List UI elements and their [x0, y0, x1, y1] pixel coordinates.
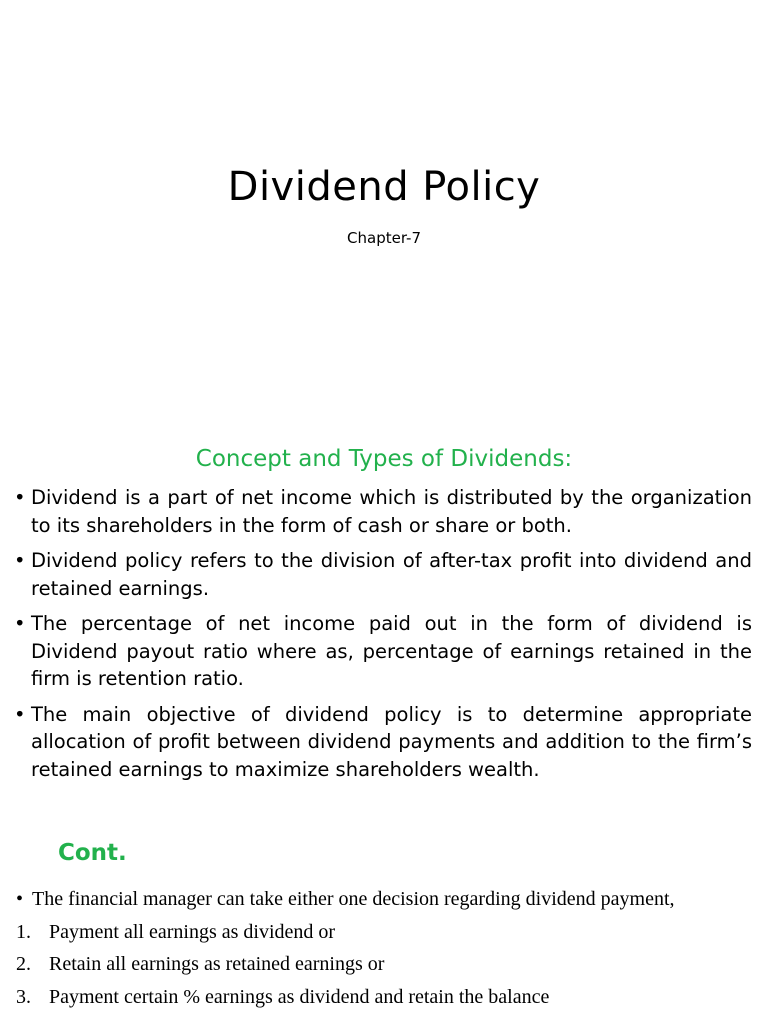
bullet-text: The percentage of net income paid out in the form of dividend is Dividend payout ratio where as, percentage of earnings retained in the firm is retention ratio.: [31, 612, 752, 690]
list-item: [16, 883, 675, 916]
bullet-text: The main objective of dividend policy is to determine appropriate allocation of profit between dividend payments and addition to the firm’s retained earnings to maximize shareholders wealth.: [31, 702, 752, 781]
list-item: [16, 981, 675, 1014]
item-text: Payment certain % earnings as dividend and retain the balance: [49, 985, 550, 1008]
list-item: [14, 484, 752, 539]
item-text: Payment all earnings as dividend or: [49, 920, 336, 943]
decision-list: [16, 883, 675, 1013]
bullet-marker: •: [16, 888, 24, 910]
list-item: [14, 547, 752, 602]
bullet-list: [14, 484, 752, 791]
continued-heading: Cont.: [58, 840, 127, 866]
continued-slide: [0, 830, 768, 1024]
bullet-marker: •: [14, 486, 26, 509]
number-marker: 2.: [16, 953, 31, 975]
title-slide: [0, 0, 768, 420]
concept-slide: [0, 420, 768, 830]
section-heading: Concept and Types of Dividends:: [195, 446, 573, 472]
list-item: [14, 701, 752, 784]
number-marker: 3.: [16, 985, 31, 1008]
item-text: Retain all earnings as retained earnings or: [49, 953, 385, 975]
slide-subtitle: Chapter-7: [347, 229, 421, 247]
bullet-text: Dividend is a part of net income which is distributed by the organization to its shareholders in the form of cash or share or both.: [31, 486, 752, 537]
intro-text: The financial manager can take either one decision regarding dividend payment,: [32, 888, 675, 910]
bullet-marker: •: [14, 612, 26, 635]
bullet-marker: •: [14, 549, 26, 572]
list-item: [16, 916, 675, 949]
list-item: [14, 610, 752, 693]
bullet-text: Dividend policy refers to the division of after-tax profit into dividend and retained earnings.: [31, 549, 752, 600]
bullet-marker: •: [14, 702, 26, 726]
number-marker: 1.: [16, 920, 31, 943]
list-item: [16, 948, 675, 981]
slide-title: Dividend Policy: [227, 164, 541, 210]
